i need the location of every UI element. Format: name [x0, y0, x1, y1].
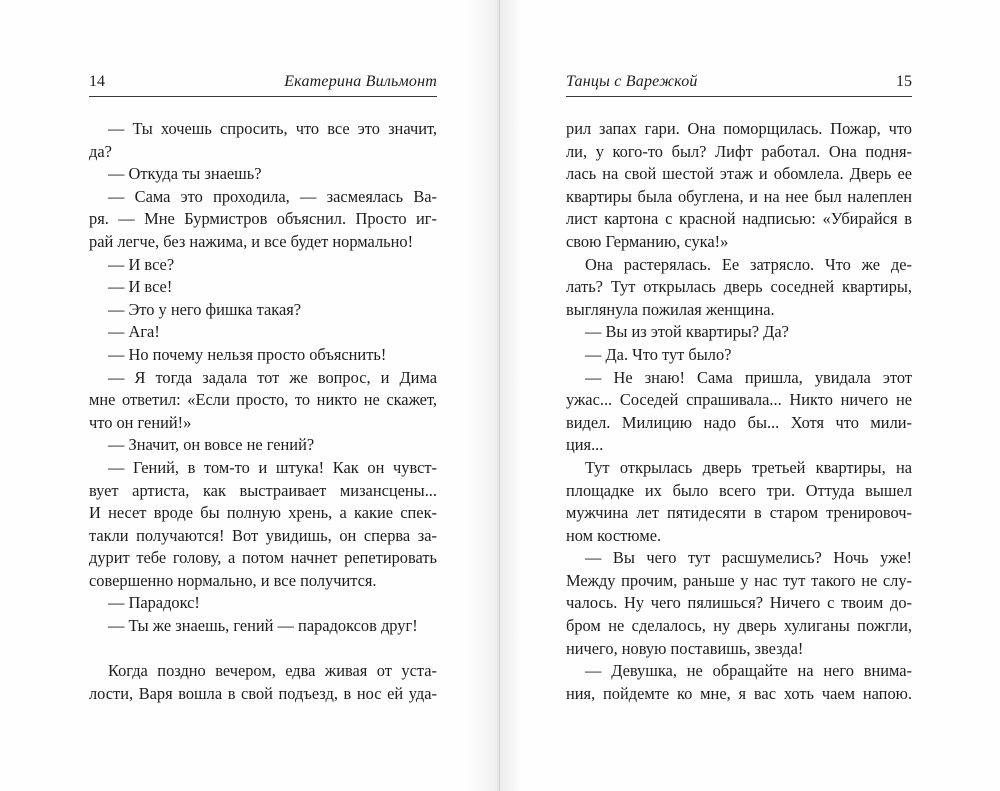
text-line: вует артиста, как выстраивает мизансцены...	[89, 480, 437, 500]
text-line: мне ответил: «Если просто, то никто не скажет,	[89, 390, 437, 410]
text-line: — Я тогда задала тот же вопрос, и Дима	[108, 367, 437, 387]
gutter-shadow-right	[500, 0, 522, 791]
left-page-body	[89, 118, 437, 705]
text-line: — И все?	[108, 254, 175, 274]
text-line: выглянула пожилая женщина.	[566, 299, 775, 319]
text-line: ния, пойдемте ко мне, я вас хоть чаем напою.	[566, 683, 912, 703]
text-line: такли получаются! Вот увидишь, он сперва за-	[89, 525, 437, 545]
text-line: лости, Варя вошла в свой подъезд, в нос ей уда-	[89, 683, 437, 703]
text-line: — Да. Что тут было?	[585, 344, 732, 364]
page-number: 15	[896, 73, 912, 90]
text-line: — Вы чего тут расшумелись? Ночь уже!	[585, 548, 912, 568]
right-page	[500, 0, 1000, 791]
text-line: — Ага!	[108, 322, 160, 342]
text-line: ли, у кого-то был? Лифт работал. Она подня-	[566, 141, 912, 161]
text-line: — Гений, в том-то и штука! Как он чувст-	[108, 457, 437, 477]
left-running-header	[89, 66, 437, 97]
text-line: — И все!	[108, 277, 173, 297]
text-line: свою Германию, сука!»	[566, 231, 729, 251]
text-line: рай легче, без нажима, и все будет нормально!	[89, 231, 414, 251]
text-line: Она растерялась. Ее затрясло. Что же де-	[585, 254, 912, 274]
paragraph-gap	[89, 638, 437, 661]
text-line: дурит тебе голову, а потом начнет репетировать	[89, 548, 437, 568]
text-line: мужчина лет пятидесяти в старом тренировоч-	[566, 503, 912, 523]
text-line: — Ты же знаешь, гений — парадоксов друг!	[108, 616, 418, 636]
text-line: ря. — Мне Бурмистров объяснил. Просто иг-	[89, 209, 437, 229]
text-line: площадке их было всего три. Оттуда вышел	[566, 480, 912, 500]
text-line: что он гений!»	[89, 412, 192, 432]
text-line: бром не сделалось, ну дверь хулиганы пожгли,	[566, 616, 912, 636]
text-line: ция...	[566, 435, 604, 455]
text-line: квартиры была обуглена, и на нее был налеплен	[566, 186, 912, 206]
text-line: — Парадокс!	[108, 593, 200, 613]
text-line: ном костюме.	[566, 525, 662, 545]
text-line: лист картона с красной надписью: «Убирайся в	[566, 209, 912, 229]
text-line: да?	[89, 141, 112, 161]
text-line: — Ты хочешь спросить, что все это значит,	[108, 119, 437, 138]
text-line: рил запах гари. Она поморщилась. Пожар, что	[566, 119, 912, 138]
right-running-header	[566, 66, 912, 97]
text-line: Когда поздно вечером, едва живая от уста-	[108, 661, 437, 681]
text-line: — Значит, он вовсе не гений?	[108, 435, 315, 455]
left-page	[0, 0, 499, 791]
text-line: Между прочим, раньше у нас тут такого не слу-	[566, 570, 912, 590]
text-line: — Но почему нельзя просто объяснить!	[108, 344, 387, 364]
gutter-shadow-left	[465, 0, 499, 791]
text-line: — Вы из этой квартиры? Да?	[585, 322, 789, 342]
text-line: Тут открылась дверь третьей квартиры, на	[585, 457, 912, 477]
text-line: — Не знаю! Сама пришла, увидала этот	[585, 367, 912, 387]
text-line: — Это у него фишка такая?	[108, 299, 302, 319]
text-line: совершенно нормально, и все получится.	[89, 570, 377, 590]
page-number: 14	[89, 73, 105, 90]
text-line: — Откуда ты знаешь?	[108, 164, 262, 184]
book-title-running-head: Танцы с Варежкой	[566, 73, 698, 90]
text-line: ничего, новую поставишь, звезда!	[566, 638, 804, 658]
text-line: И несет вроде бы полную хрень, а какие спек-	[89, 503, 437, 523]
text-line: лась на свой шестой этаж и обомлела. Дверь ее	[566, 164, 912, 184]
text-line: чалось. Ну чего пялишься? Ничего с твоим до-	[566, 593, 912, 613]
text-line: — Девушка, не обращайте на него внима-	[585, 661, 912, 681]
text-line: — Сама это проходила, — засмеялась Ва-	[108, 186, 437, 206]
text-line: ужас... Соседей спрашивала... Никто ничего не	[566, 390, 912, 410]
right-page-body	[566, 118, 912, 705]
author-running-head: Екатерина Вильмонт	[284, 73, 437, 90]
text-line: видел. Милицию надо бы... Хотя что мили-	[566, 412, 912, 432]
text-line: лать? Тут открылась дверь соседней квартиры,	[566, 277, 912, 297]
